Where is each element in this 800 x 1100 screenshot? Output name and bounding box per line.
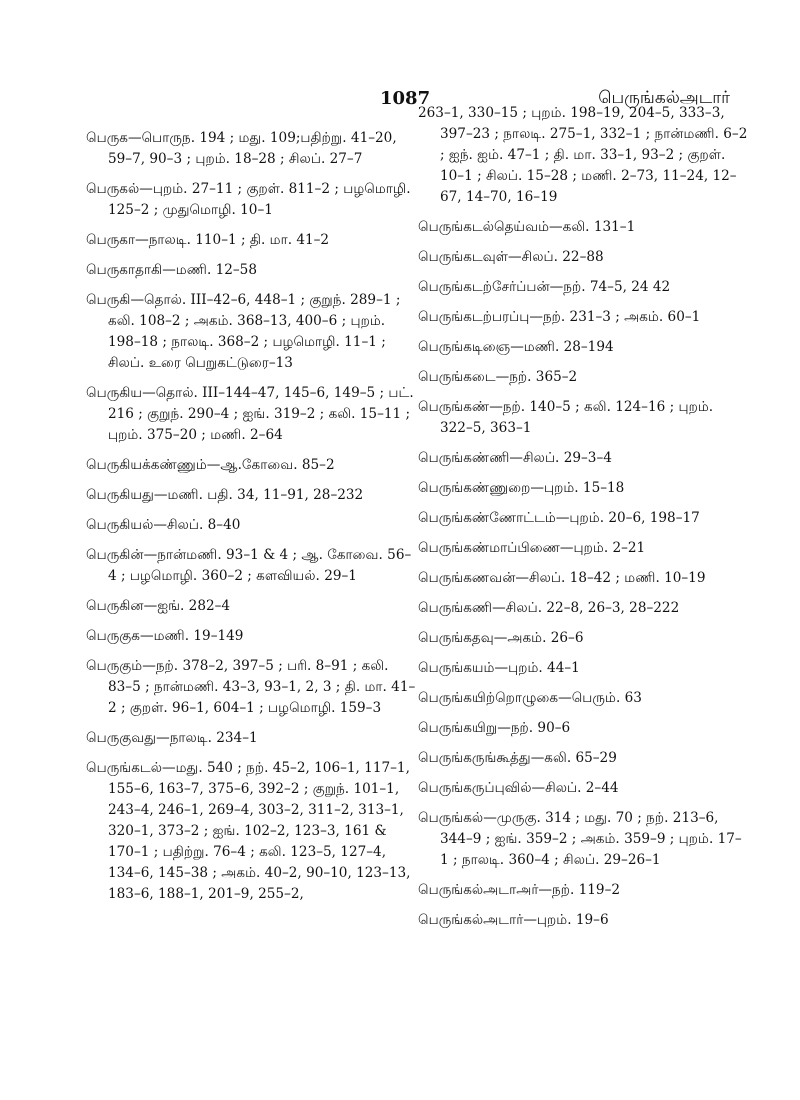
entry-separator: —	[530, 480, 544, 496]
index-entry	[418, 397, 748, 439]
entry-separator: —	[206, 457, 221, 473]
entry-headword: பெருங்கண்	[418, 399, 490, 415]
entry-references: சிலப். 18–42 ; மணி. 10–19	[528, 570, 706, 586]
index-entry	[418, 628, 748, 649]
index-entry	[418, 508, 748, 529]
entry-headword: பெருகின்	[86, 547, 144, 563]
entry-references: கலி. 65–29	[544, 750, 617, 766]
entry-headword: பெருங்கடற்சேர்ப்பன்	[418, 279, 550, 295]
index-entry	[86, 455, 416, 476]
entry-separator: —	[162, 760, 176, 776]
running-head: பெருங்கல்அடார்	[598, 88, 730, 108]
entry-references: சிலப். 29–3–4	[523, 450, 612, 466]
index-entry	[418, 247, 748, 268]
index-entry	[86, 128, 416, 170]
entry-separator: —	[156, 730, 170, 746]
entry-references: புறம். 2–21	[573, 540, 646, 556]
index-entry	[86, 383, 416, 446]
entry-references: சிலப். 8–40	[166, 517, 241, 533]
index-entry	[418, 778, 748, 799]
index-entry	[418, 337, 748, 358]
entry-separator: —	[142, 385, 156, 401]
index-entry	[86, 728, 416, 749]
entry-separator: —	[559, 540, 574, 556]
index-entry	[86, 515, 416, 536]
entry-references: சிலப். 22–8, 26–3, 28–222	[505, 600, 680, 616]
entry-references: நற். 378–2, 397–5 ; பரி. 8–91 ; கலி. 83–5 ; நான்மணி. 43–3, 93–1, 2, 3 ; தி. மா. 41–2 ; குறள். 96–1, 604–1 ; பழமொழி. 159–3	[108, 658, 416, 716]
entry-references: மணி. பதி. 34, 11–91, 28–232	[167, 487, 364, 503]
entry-headword: பெருங்கருங்கூத்து	[418, 750, 531, 766]
entry-references: மணி. 28–194	[523, 339, 614, 355]
entry-headword: பெருகுவது	[86, 730, 157, 746]
index-entry	[418, 718, 748, 739]
index-entry	[418, 658, 748, 679]
entry-references: மது. 540 ; நற். 45–2, 106–1, 117–1, 155–6, 163–7, 375–6, 392–2 ; குறுந். 101–1, 243–4, 246–1, 269–4, 303–2, 311–2, 313–1, 320–1, 373–2 ; ஐங். 102–2, 123–3, 161 & 170–1 ; பதிற்று. 76–4 ; கலி. 123–5, 127–4, 134–6, 145–38 ; அகம். 40–2, 90–10, 123–13, 183–6, 188–1, 201–9, 255–2,	[108, 760, 411, 902]
entry-separator: —	[530, 750, 545, 766]
entry-references: புறம். 27–11 ; குறள். 811–2 ; பழமொழி. 125–2 ; முதுமொழி. 10–1	[108, 181, 411, 218]
entry-separator: —	[128, 130, 142, 146]
entry-headword: பெருகல்	[86, 181, 140, 197]
entry-separator: —	[549, 279, 564, 295]
entry-headword: பெருங்கல்	[418, 810, 484, 826]
entry-headword: பெருக	[86, 130, 128, 146]
index-entry	[418, 748, 748, 769]
entry-headword: பெருங்கண்ணி	[418, 450, 510, 466]
entry-separator: —	[538, 882, 553, 898]
index-entry	[86, 545, 416, 587]
index-entry	[418, 103, 748, 208]
entry-separator: —	[509, 450, 524, 466]
entry-references: ஐங். 282–4	[157, 598, 231, 614]
index-entry	[418, 478, 748, 499]
entry-headword: பெருங்கடல்	[86, 760, 163, 776]
entry-headword: பெருங்கடற்பரப்பு	[418, 309, 530, 325]
entry-headword: பெருங்கதவு	[418, 630, 494, 646]
entry-headword: பெருகியக்கண்ணும்	[86, 457, 207, 473]
entry-headword: பெருங்கடிஞை	[418, 339, 511, 355]
entry-separator: —	[494, 660, 509, 676]
entry-references: நற். 140–5 ; கலி. 124–16 ; புறம். 322–5, 363–1	[440, 399, 714, 436]
right-column	[418, 103, 748, 940]
entry-separator: —	[492, 600, 506, 616]
entry-headword: பெருங்கயிற்றொழுகை	[418, 690, 559, 706]
entry-references: நாலடி. 234–1	[169, 730, 258, 746]
entry-references: நாலடி. 110–1 ; தி. மா. 41–2	[148, 232, 330, 248]
entry-separator: —	[143, 598, 158, 614]
entry-separator: —	[558, 690, 572, 706]
entry-headword: பெருங்கடவுள்	[418, 249, 508, 265]
index-entry	[418, 217, 748, 238]
entry-references: மணி. 19–149	[153, 628, 244, 644]
entry-headword: பெருகி	[86, 292, 131, 308]
entry-separator: —	[140, 628, 154, 644]
index-entry	[418, 598, 748, 619]
index-entry	[86, 758, 416, 905]
entry-separator: —	[162, 262, 176, 278]
entry-references: நற். 74–5, 24 42	[563, 279, 671, 295]
page-number: 1087	[380, 88, 431, 109]
entry-references: கலி. 131–1	[562, 219, 636, 235]
entry-references: மணி. 12–58	[175, 262, 257, 278]
entry-references: சிலப். 2–44	[545, 780, 619, 796]
entry-references: பொருந. 194 ; மது. 109;பதிற்று. 41–20, 59–7, 90–3 ; புறம். 18–28 ; சிலப். 27–7	[108, 130, 397, 167]
index-entry	[86, 656, 416, 719]
entry-headword: பெருங்கருப்புவில்	[418, 780, 532, 796]
entry-references: நான்மணி. 93–1 & 4 ; ஆ. கோவை. 56–4 ; பழமொழி. 360–2 ; களவியல். 29–1	[108, 547, 412, 584]
entry-headword: பெருங்கடை	[418, 369, 496, 385]
entry-headword: பெருங்கணி	[418, 600, 493, 616]
entry-separator: —	[153, 517, 167, 533]
entry-separator: —	[523, 912, 537, 928]
entry-references: நற். 231–3 ; அகம். 60–1	[542, 309, 701, 325]
index-entry	[418, 910, 748, 931]
entry-headword: பெருகியது	[86, 487, 154, 503]
index-entry	[418, 448, 748, 469]
entry-headword: பெருங்கண்ணுறை	[418, 480, 531, 496]
entry-references: பெரும். 63	[571, 690, 642, 706]
entry-headword: பெருகிய	[86, 385, 143, 401]
index-entry	[86, 290, 416, 374]
entry-separator: —	[515, 570, 529, 586]
entry-headword: பெருகியல்	[86, 517, 154, 533]
entry-headword: பெருங்கயிறு	[418, 720, 498, 736]
index-entry	[86, 260, 416, 281]
entry-references: 263–1, 330–15 ; புறம். 198–19, 204–5, 333–3, 397–23 ; நாலடி. 275–1, 332–1 ; நான்மணி. 6–2 ; ஐந். ஐம். 47–1 ; தி. மா. 33–1, 93–2 ; குறள். 10–1 ; சிலப். 15–28 ; மணி. 2–73, 11–24, 12–67, 14–70, 16–19	[418, 105, 748, 205]
entry-separator: —	[495, 369, 510, 385]
entry-headword: பெருங்கண்ணோட்டம்	[418, 510, 556, 526]
left-column	[86, 128, 416, 914]
entry-separator: —	[531, 780, 546, 796]
entry-separator: —	[142, 658, 156, 674]
entry-separator: —	[135, 232, 149, 248]
entry-separator: —	[510, 339, 524, 355]
index-entry	[86, 485, 416, 506]
entry-separator: —	[529, 309, 543, 325]
index-entry	[418, 808, 748, 871]
index-entry	[418, 277, 748, 298]
entry-separator: —	[153, 487, 168, 503]
entry-headword: பெருங்கல்அடார்	[418, 912, 524, 928]
index-entry	[418, 568, 748, 589]
entry-references: புறம். 44–1	[508, 660, 580, 676]
entry-separator: —	[493, 630, 508, 646]
index-entry	[86, 230, 416, 251]
entry-headword: பெருங்கணவன்	[418, 570, 516, 586]
entry-references: தொல். III–144–47, 145–6, 149–5 ; பட். 216 ; குறுந். 290–4 ; ஐங். 319–2 ; கலி. 15–11 ; புறம். 375–20 ; மணி. 2–64	[108, 385, 414, 443]
index-entry	[418, 367, 748, 388]
index-entry	[418, 538, 748, 559]
entry-separator: —	[143, 547, 158, 563]
index-entry	[86, 179, 416, 221]
entry-separator: —	[497, 720, 511, 736]
entry-references: நற். 119–2	[552, 882, 621, 898]
entry-separator: —	[139, 181, 153, 197]
index-entry	[86, 626, 416, 647]
entry-separator: —	[489, 399, 503, 415]
entry-headword: பெருங்கடல்தெய்வம்	[418, 219, 550, 235]
entry-separator: —	[130, 292, 145, 308]
entry-references: சிலப். 22–88	[521, 249, 604, 265]
entry-references: புறம். 20–6, 198–17	[569, 510, 700, 526]
entry-headword: பெருங்கல்அடாஅர்	[418, 882, 539, 898]
entry-separator: —	[483, 810, 497, 826]
entry-headword: பெருங்கயம்	[418, 660, 495, 676]
entry-headword: பெருகின	[86, 598, 144, 614]
entry-separator: —	[549, 219, 563, 235]
entry-headword: பெருகும்	[86, 658, 143, 674]
entry-references: புறம். 15–18	[543, 480, 625, 496]
entry-references: முருகு. 314 ; மது. 70 ; நற். 213–6, 344–9 ; ஐங். 359–2 ; அகம். 359–9 ; புறம். 17–1 ; நாலடி. 360–4 ; சிலப். 29–26–1	[440, 810, 742, 868]
entry-headword: பெருங்கண்மாப்பிணை	[418, 540, 560, 556]
index-entry	[86, 596, 416, 617]
entry-references: நற். 365–2	[509, 369, 578, 385]
index-entry	[418, 880, 748, 901]
entry-references: ஆ.கோவை. 85–2	[220, 457, 335, 473]
entry-separator: —	[555, 510, 570, 526]
entry-separator: —	[508, 249, 522, 265]
entry-headword: பெருகாதாகி	[86, 262, 163, 278]
entry-references: தொல். III–42–6, 448–1 ; குறுந். 289–1 ; கலி. 108–2 ; அகம். 368–13, 400–6 ; புறம். 198–18 ; நாலடி. 368–2 ; பழமொழி. 11–1 ; சிலப். உரை பெறுகட்டுரை–13	[108, 292, 401, 371]
index-entry	[418, 307, 748, 328]
entry-headword: பெருகுக	[86, 628, 140, 644]
entry-references: அகம். 26–6	[507, 630, 584, 646]
index-entry	[418, 688, 748, 709]
entry-references: நற். 90–6	[510, 720, 571, 736]
entry-headword: பெருகா	[86, 232, 136, 248]
entry-references: புறம். 19–6	[536, 912, 609, 928]
